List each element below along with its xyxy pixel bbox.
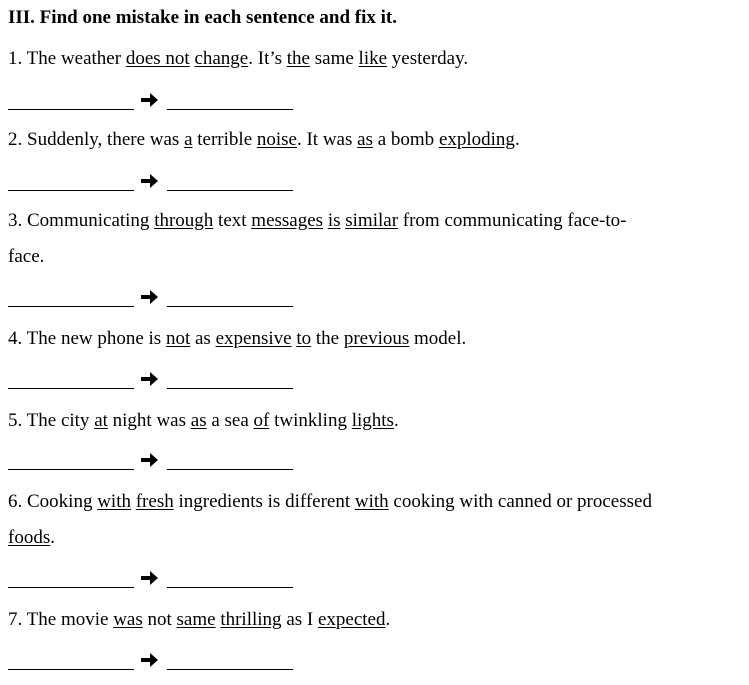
underlined-word: lights	[351, 410, 394, 431]
underlined-word: expensive	[215, 328, 292, 349]
arrow-right-icon	[139, 88, 161, 112]
sentence-text: terrible	[192, 129, 257, 150]
arrow-right-icon	[139, 648, 161, 672]
mistake-blank[interactable]	[8, 587, 134, 588]
underlined-word: not	[165, 328, 191, 349]
answer-row-7	[8, 648, 298, 672]
sentence-text: from communicating face-to-	[398, 210, 627, 231]
correction-blank[interactable]	[167, 388, 293, 389]
underlined-word: to	[296, 328, 312, 349]
sentence-6-line-1	[8, 490, 652, 514]
mistake-blank[interactable]	[8, 669, 134, 670]
underlined-word: was	[113, 609, 143, 630]
sentence-text: the	[311, 328, 344, 349]
underlined-word: previous	[343, 328, 410, 349]
underlined-word: noise	[256, 129, 297, 150]
correction-blank[interactable]	[167, 306, 293, 307]
sentence-2-line-1	[8, 128, 520, 152]
underlined-word: same	[176, 609, 216, 630]
sentence-text: same	[310, 48, 359, 69]
sentence-text: as I	[281, 609, 318, 630]
sentence-text: face.	[8, 246, 45, 267]
underlined-word: foods	[8, 527, 51, 548]
sentence-text: .	[514, 129, 520, 150]
sentence-3-line-1	[8, 209, 626, 233]
sentence-text: .	[50, 527, 55, 548]
underlined-word: through	[154, 210, 214, 231]
sentence-text: text	[213, 210, 252, 231]
underlined-word: at	[94, 410, 108, 431]
sentence-text: 3. Communicating	[8, 210, 155, 231]
sentence-text: 6. Cooking	[8, 491, 98, 512]
mistake-blank[interactable]	[8, 388, 134, 389]
underlined-word: as	[357, 129, 373, 150]
underlined-word: of	[253, 410, 270, 431]
arrow-right-icon	[139, 367, 161, 391]
sentence-text: a sea	[206, 410, 254, 431]
underlined-word: with	[97, 491, 131, 512]
underlined-word: a	[184, 129, 193, 150]
answer-row-6	[8, 566, 298, 590]
underlined-word: similar	[345, 210, 399, 231]
answer-row-2	[8, 169, 298, 193]
sentence-text: twinkling	[269, 410, 352, 431]
underlined-word: is	[327, 210, 341, 231]
sentence-text: . It was	[296, 129, 358, 150]
correction-blank[interactable]	[167, 109, 293, 110]
correction-blank[interactable]	[167, 669, 293, 670]
sentence-text: cooking with canned or processed	[388, 491, 652, 512]
underlined-word: change	[194, 48, 249, 69]
sentence-text: 5. The city	[8, 410, 95, 431]
sentence-3-line-2	[8, 245, 44, 269]
sentence-6-line-2	[8, 526, 55, 550]
arrow-right-icon	[139, 448, 161, 472]
correction-blank[interactable]	[167, 469, 293, 470]
answer-row-5	[8, 448, 298, 472]
sentence-text: .	[385, 609, 391, 630]
arrow-right-icon	[139, 285, 161, 309]
exercise-heading: III. Find one mistake in each sentence and fix it.	[8, 7, 397, 28]
underlined-word: messages	[251, 210, 324, 231]
sentence-text: model.	[409, 328, 467, 349]
underlined-word: fresh	[135, 491, 174, 512]
underlined-word: as	[190, 410, 207, 431]
arrow-right-icon	[139, 566, 161, 590]
mistake-blank[interactable]	[8, 190, 134, 191]
sentence-1-line-1	[8, 47, 468, 71]
sentence-text: 2. Suddenly, there was	[8, 129, 185, 150]
arrow-right-icon	[139, 169, 161, 193]
underlined-word: thrilling	[220, 609, 282, 630]
underlined-word: like	[358, 48, 388, 69]
sentence-text: as	[190, 328, 216, 349]
sentence-text: yesterday.	[387, 48, 469, 69]
sentence-text: a bomb	[372, 129, 439, 150]
sentence-5-line-1	[8, 409, 399, 433]
answer-row-3	[8, 285, 298, 309]
sentence-text: ingredients is different	[173, 491, 355, 512]
sentence-7-line-1	[8, 608, 390, 632]
sentence-text: 4. The new phone is	[8, 328, 166, 349]
sentence-text: night was	[107, 410, 191, 431]
answer-row-1	[8, 88, 298, 112]
sentence-text: 7. The movie	[8, 609, 114, 630]
underlined-word: exploding	[438, 129, 515, 150]
sentence-4-line-1	[8, 327, 466, 351]
sentence-text: . It’s	[248, 48, 287, 69]
mistake-blank[interactable]	[8, 469, 134, 470]
underlined-word: the	[286, 48, 310, 69]
sentence-text: .	[393, 410, 399, 431]
sentence-text: 1. The weather	[8, 48, 126, 69]
correction-blank[interactable]	[167, 587, 293, 588]
correction-blank[interactable]	[167, 190, 293, 191]
answer-row-4	[8, 367, 298, 391]
underlined-word: expected	[317, 609, 386, 630]
underlined-word: does not	[125, 48, 190, 69]
mistake-blank[interactable]	[8, 306, 134, 307]
sentence-text: not	[142, 609, 177, 630]
underlined-word: with	[354, 491, 389, 512]
mistake-blank[interactable]	[8, 109, 134, 110]
